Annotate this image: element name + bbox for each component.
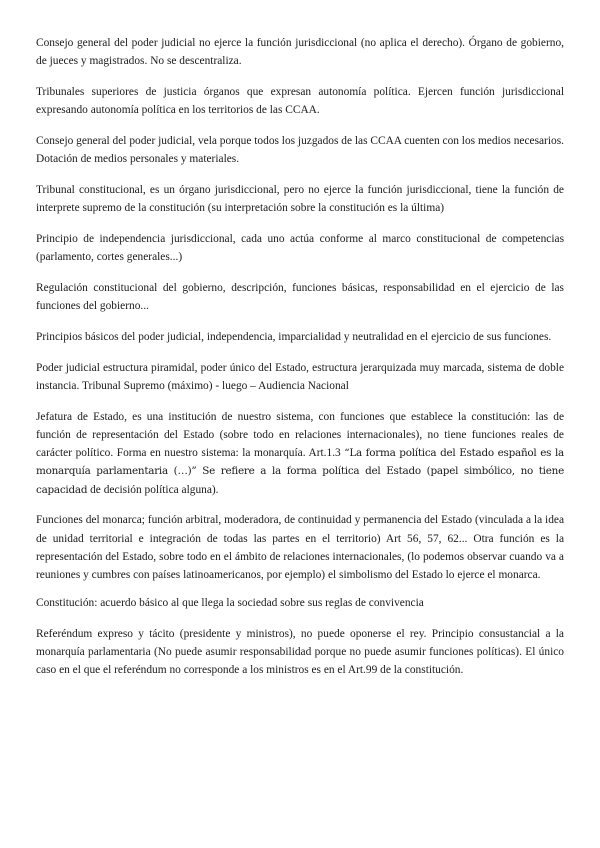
paragraph-constitucion: Constitución: acuerdo básico al que llega la sociedad sobre sus reglas de convivencia [36,597,424,610]
paragraph-cgpj-function: Consejo general del poder judicial no ejerce la función jurisdiccional (no aplica el derecho). Órgano de gobierno, de jueces y magistrados. No se descentraliza. [36,37,564,68]
paragraph-cgpj-medios: Consejo general del poder judicial, vela porque todos los juzgados de las CCAA cuenten con los medios necesarios. Dotación de medios personales y materiales. [36,135,564,166]
paragraph-regulacion-gobierno: Regulación constitucional del gobierno, descripción, funciones básicas, responsabilidad en el ejercicio de las funciones del gobierno... [36,282,564,313]
paragraph-principios-poder-judicial: Principios básicos del poder judicial, independencia, imparcialidad y neutralidad en el ejercicio de sus funciones. [36,331,552,343]
jefatura-text-end: de decisión política alguna). [87,483,219,496]
paragraph-jefatura-estado [36,408,564,499]
paragraph-funciones-monarca: Funciones del monarca; función arbitral, moderadora, de continuidad y permanencia del Estado (vinculada a la idea de unidad territorial e integración de todas las partes en el territorio) Art 56, 57, 62... Otra función es la representación del Estado, sobre todo en el ámbito de relaciones internacionales, (lo podemos observar cuando va a reuniones y cumbres con países latinoamericanos, por ejemplo) el simbolismo del Estado lo ejerce el monarca. [36,514,564,582]
jefatura-quote: “La forma política del Estado español es la monarquía parlamentaria (…)” Se refiere a la forma política del Estado (papel simbólico, no tiene capacidad [36,447,564,496]
paragraph-tribunales-superiores: Tribunales superiores de justicia órganos que expresan autonomía política. Ejercen función jurisdiccional expresando autonomía política en los territorios de las CCAA. [36,86,564,117]
paragraph-estructura-piramidal: Poder judicial estructura piramidal, poder único del Estado, estructura jerarquizada muy marcada, sistema de doble instancia. Tribunal Supremo (máximo) - luego – Audiencia Nacional [36,361,564,392]
document-page [36,34,564,692]
paragraph-referendum: Referéndum expreso y tácito (presidente y ministros), no puede oponerse el rey. Principio consustancial a la monarquía parlamentaria (No puede asumir responsabilidad porque no puede asumir funciones políticas). El único caso en el que el referéndum no corresponde a los ministros es en el Art.99 de la constitución. [36,628,564,677]
jefatura-text-start: Jefatura de Estado, es una institución de nuestro sistema, con funciones que establece la constitución: las de función de representación del Estado (sobre todo en relaciones internacionales), no tiene funciones reales de carácter político. Forma en nuestro sistema: la monarquía. Art.1.3 [36,410,564,460]
paragraph-tribunal-constitucional: Tribunal constitucional, es un órgano jurisdiccional, pero no ejerce la función jurisdiccional, tiene la función de interprete supremo de la constitución (su interpretación sobre la constitución es la última) [36,184,564,215]
paragraph-independencia: Principio de independencia jurisdiccional, cada uno actúa conforme al marco constitucional de competencias (parlamento, cortes generales...) [36,233,564,264]
